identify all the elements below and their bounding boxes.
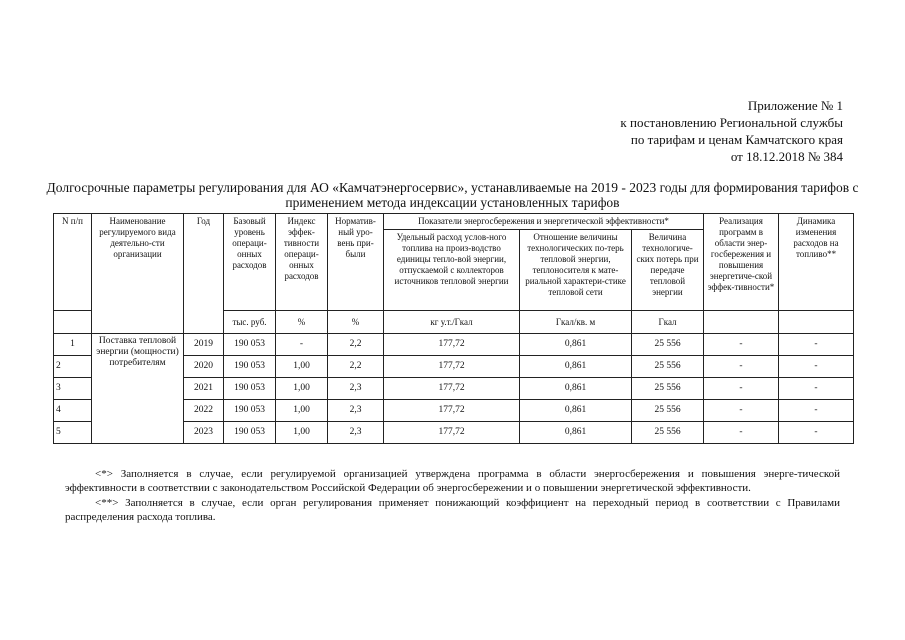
cell-base: 190 053 [224, 334, 276, 356]
cell-num: 3 [54, 378, 92, 400]
unit-program [704, 311, 779, 334]
cell-dynamics: - [779, 422, 854, 444]
cell-losses: 25 556 [632, 400, 704, 422]
footnotes [65, 468, 840, 524]
header-energy-group: Показатели энергосбережения и энергетической эффективности* [384, 214, 704, 230]
unit-ratio: Гкал/кв. м [520, 311, 632, 334]
cell-index: 1,00 [276, 378, 328, 400]
cell-base: 190 053 [224, 378, 276, 400]
cell-losses: 25 556 [632, 422, 704, 444]
cell-losses: 25 556 [632, 334, 704, 356]
cell-profit: 2,3 [328, 422, 384, 444]
header-program: Реализация программ в области энер-госбережения и повышения энергетиче-ской эффек-тивности* [704, 214, 779, 311]
cell-index: 1,00 [276, 400, 328, 422]
header-base: Базовый уровень операци-онных расходов [224, 214, 276, 311]
cell-profit: 2,2 [328, 356, 384, 378]
unit-num [54, 311, 92, 334]
cell-losses: 25 556 [632, 356, 704, 378]
cell-index: 1,00 [276, 356, 328, 378]
cell-program: - [704, 356, 779, 378]
header-losses: Величина технологиче-ских потерь при передаче тепловой энергии [632, 230, 704, 311]
cell-base: 190 053 [224, 400, 276, 422]
unit-fuel: кг у.т./Гкал [384, 311, 520, 334]
cell-base: 190 053 [224, 356, 276, 378]
appendix-line-1: Приложение № 1 [747, 98, 843, 113]
cell-year: 2023 [184, 422, 224, 444]
cell-activity: Поставка тепловой энергии (мощности) потребителям [92, 334, 184, 444]
footnote-1: <*> Заполняется в случае, если регулируемой организацией утверждена программа в области энергосбережения и повышения энерге-тической эффективности в соответствии с законодательством Российской Федерации об энергосбережении и о повышении энергетической эффективности. [65, 468, 840, 494]
cell-index: 1,00 [276, 422, 328, 444]
cell-year: 2022 [184, 400, 224, 422]
cell-year: 2019 [184, 334, 224, 356]
cell-program: - [704, 422, 779, 444]
cell-year: 2021 [184, 378, 224, 400]
appendix-line-3: по тарифам и ценам Камчатского края [630, 132, 843, 147]
cell-year: 2020 [184, 356, 224, 378]
cell-program: - [704, 334, 779, 356]
cell-profit: 2,3 [328, 378, 384, 400]
cell-base: 190 053 [224, 422, 276, 444]
cell-ratio: 0,861 [520, 334, 632, 356]
cell-fuel: 177,72 [384, 378, 520, 400]
unit-losses: Гкал [632, 311, 704, 334]
header-fuel: Удельный расход услов-ного топлива на произ-водство единицы тепло-вой энергии, отпускаемой с коллекторов источников тепловой энергии [384, 230, 520, 311]
cell-ratio: 0,861 [520, 356, 632, 378]
appendix-line-4: от 18.12.2018 № 384 [730, 149, 843, 164]
unit-base: тыс. руб. [224, 311, 276, 334]
header-ratio: Отношение величины технологических по-терь тепловой энергии, теплоносителя к мате-риальной характери-стике тепловой сети [520, 230, 632, 311]
cell-profit: 2,2 [328, 334, 384, 356]
cell-num: 1 [54, 334, 92, 356]
table-row [54, 334, 854, 356]
cell-num: 2 [54, 356, 92, 378]
cell-fuel: 177,72 [384, 356, 520, 378]
header-activity: Наименование регулируемого вида деятельно-сти организации [92, 214, 184, 334]
appendix-header [620, 97, 843, 165]
document-title: Долгосрочные параметры регулирования для АО «Камчатэнергосервис», устанавливаемые на 2019 - 2023 годы для формирования тарифов с применением метода индексации установленных тарифов [46, 180, 859, 210]
cell-program: - [704, 400, 779, 422]
cell-ratio: 0,861 [520, 400, 632, 422]
header-row-1 [54, 214, 854, 230]
cell-program: - [704, 378, 779, 400]
parameters-table [53, 213, 854, 444]
cell-dynamics: - [779, 400, 854, 422]
header-year: Год [184, 214, 224, 334]
header-index: Индекс эффек-тивности операци-онных расходов [276, 214, 328, 311]
header-num: N п/п [54, 214, 92, 311]
cell-fuel: 177,72 [384, 422, 520, 444]
cell-dynamics: - [779, 378, 854, 400]
cell-profit: 2,3 [328, 400, 384, 422]
cell-dynamics: - [779, 334, 854, 356]
cell-ratio: 0,861 [520, 422, 632, 444]
cell-ratio: 0,861 [520, 378, 632, 400]
header-profit: Норматив-ный уро-вень при-были [328, 214, 384, 311]
cell-dynamics: - [779, 356, 854, 378]
unit-profit: % [328, 311, 384, 334]
cell-index: - [276, 334, 328, 356]
appendix-line-2: к постановлению Региональной службы [620, 115, 843, 130]
footnote-2: <**> Заполняется в случае, если орган регулирования применяет понижающий коэффициент на переходный период в соответствии с Правилами распределения расхода топлива. [65, 497, 840, 523]
unit-index: % [276, 311, 328, 334]
header-dynamics: Динамика изменения расходов на топливо** [779, 214, 854, 311]
cell-num: 4 [54, 400, 92, 422]
unit-dynamics [779, 311, 854, 334]
cell-fuel: 177,72 [384, 400, 520, 422]
cell-num: 5 [54, 422, 92, 444]
cell-fuel: 177,72 [384, 334, 520, 356]
cell-losses: 25 556 [632, 378, 704, 400]
